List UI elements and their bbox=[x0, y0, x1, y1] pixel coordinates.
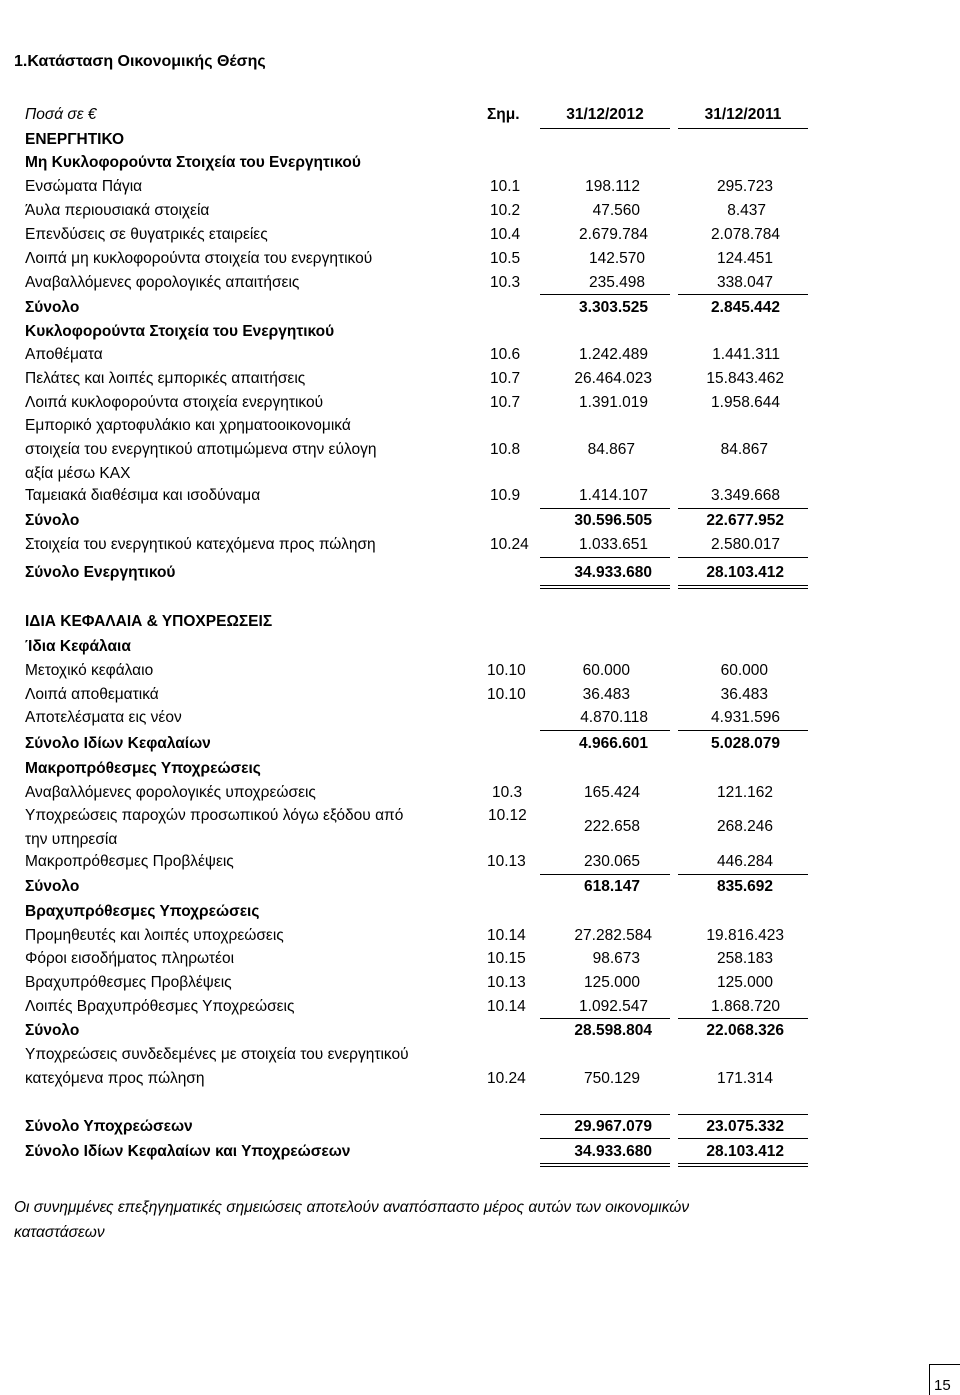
row-note: 10.10 bbox=[487, 662, 526, 679]
row-label: Αποθέματα bbox=[25, 346, 103, 363]
row-value-2011: 1.958.644 bbox=[711, 394, 780, 411]
row-note: 10.7 bbox=[490, 370, 521, 387]
double-underline bbox=[678, 1163, 808, 1164]
row-value-2012: 30.596.505 bbox=[574, 512, 652, 529]
subsection-heading-shortterm: Βραχυπρόθεσμες Υποχρεώσεις bbox=[25, 903, 260, 920]
row-label-line2: την υπηρεσία bbox=[25, 831, 118, 848]
row-value-2011: 22.068.326 bbox=[706, 1022, 784, 1039]
header-underline-2012 bbox=[540, 128, 670, 129]
row-value-2012: 98.673 bbox=[592, 950, 640, 967]
row-label-line1: Υποχρεώσεις συνδεδεμένες με στοιχεία του ενεργητικού bbox=[25, 1046, 409, 1063]
footnote-line1: Οι συνημμένες επεξηγηματικές σημειώσεις αποτελούν αναπόσπαστο μέρος αυτών των οικονομικών bbox=[14, 1199, 690, 1216]
row-value-2011: 2.078.784 bbox=[711, 226, 780, 243]
row-label-line1: Υποχρεώσεις παροχών προσωπικού λόγω εξόδου από bbox=[25, 807, 404, 824]
row-label: Σύνολο Ιδίων Κεφαλαίων bbox=[25, 735, 211, 752]
subtotal-line bbox=[540, 1018, 670, 1019]
row-value-2011: 5.028.079 bbox=[711, 735, 780, 752]
row-label: Επενδύσεις σε θυγατρικές εταιρείες bbox=[25, 226, 268, 243]
row-note: 10.10 bbox=[487, 686, 526, 703]
double-underline bbox=[540, 588, 670, 589]
row-value-2012: 2.679.784 bbox=[579, 226, 648, 243]
total-line bbox=[678, 557, 808, 558]
row-label: Ενσώματα Πάγια bbox=[25, 178, 143, 195]
subtotal-line bbox=[540, 508, 670, 509]
row-value-2012: 750.129 bbox=[583, 1070, 640, 1087]
row-label: Μετοχικό κεφάλαιο bbox=[25, 662, 154, 679]
row-note: 10.14 bbox=[487, 927, 526, 944]
subtotal-line bbox=[540, 874, 670, 875]
row-value-2012: 1.242.489 bbox=[579, 346, 648, 363]
row-label: Σύνολο Ιδίων Κεφαλαίων και Υποχρεώσεων bbox=[25, 1143, 351, 1160]
row-value-2011: 2.580.017 bbox=[711, 536, 780, 553]
row-label: Σύνολο Ενεργητικού bbox=[25, 564, 176, 581]
row-label: Προμηθευτές και λοιπές υποχρεώσεις bbox=[25, 927, 284, 944]
subtotal-line bbox=[678, 730, 808, 731]
subtotal-line bbox=[678, 508, 808, 509]
row-label: Σύνολο Υποχρεώσεων bbox=[25, 1118, 193, 1135]
section-heading-liabilities: ΙΔΙΑ ΚΕΦΑΛΑΙΑ & ΥΠΟΧΡΕΩΣΕΙΣ bbox=[25, 613, 273, 630]
section-heading-assets: ΕΝΕΡΓΗΤΙΚΟ bbox=[25, 131, 125, 148]
page-title: 1.Κατάσταση Οικονομικής Θέσης bbox=[14, 53, 266, 70]
header-underline-2011 bbox=[678, 128, 808, 129]
subtotal-line bbox=[540, 730, 670, 731]
total-line bbox=[678, 1138, 808, 1139]
row-value-2011: 124.451 bbox=[716, 250, 773, 267]
double-underline bbox=[540, 1166, 670, 1167]
double-underline bbox=[678, 588, 808, 589]
row-value-2012: 165.424 bbox=[583, 784, 640, 801]
row-value-2012: 142.570 bbox=[588, 250, 645, 267]
row-value-2011: 15.843.462 bbox=[706, 370, 784, 387]
row-value-2011: 446.284 bbox=[716, 853, 773, 870]
row-value-2012: 618.147 bbox=[583, 878, 640, 895]
row-label-line2: στοιχεία του ενεργητικού αποτιμώμενα στην εύλογη bbox=[25, 441, 377, 458]
row-note: 10.5 bbox=[490, 250, 521, 267]
row-value-2012: 1.414.107 bbox=[579, 487, 648, 504]
row-label: Βραχυπρόθεσμες Προβλέψεις bbox=[25, 974, 232, 991]
row-value-2012: 36.483 bbox=[582, 686, 630, 703]
row-value-2011: 23.075.332 bbox=[706, 1118, 784, 1135]
row-value-2012: 4.870.118 bbox=[580, 709, 648, 726]
row-value-2011: 171.314 bbox=[716, 1070, 773, 1087]
column-header-2012: 31/12/2012 bbox=[566, 106, 644, 123]
row-value-2011: 3.349.668 bbox=[711, 487, 780, 504]
row-label: Αναβαλλόμενες φορολογικές απαιτήσεις bbox=[25, 274, 300, 291]
row-value-2011: 84.867 bbox=[720, 441, 768, 458]
total-line bbox=[540, 1138, 670, 1139]
row-label: Φόροι εισοδήματος πληρωτέοι bbox=[25, 950, 235, 967]
row-value-2011: 8.437 bbox=[727, 202, 766, 219]
row-value-2011: 295.723 bbox=[716, 178, 773, 195]
row-label: Λοιπά αποθεματικά bbox=[25, 686, 159, 703]
row-label-line2: κατεχόμενα προς πώληση bbox=[25, 1070, 205, 1087]
row-value-2012: 1.092.547 bbox=[579, 998, 648, 1015]
row-label: Σύνολο bbox=[25, 299, 80, 316]
row-value-2012: 3.303.525 bbox=[579, 299, 648, 316]
row-value-2011: 36.483 bbox=[720, 686, 768, 703]
row-note: 10.13 bbox=[487, 974, 526, 991]
row-label: Ταμειακά διαθέσιμα και ισοδύναμα bbox=[25, 487, 261, 504]
row-label: Πελάτες και λοιπές εμπορικές απαιτήσεις bbox=[25, 370, 306, 387]
row-value-2012: 235.498 bbox=[588, 274, 645, 291]
row-note: 10.8 bbox=[490, 441, 521, 458]
page-number: 15 bbox=[934, 1377, 951, 1394]
row-note: 10.24 bbox=[487, 1070, 526, 1087]
row-value-2012: 1.391.019 bbox=[579, 394, 648, 411]
row-value-2011: 258.183 bbox=[716, 950, 773, 967]
subtotal-line bbox=[678, 294, 808, 295]
row-note: 10.3 bbox=[492, 784, 523, 801]
row-label: Αποτελέσματα εις νέον bbox=[25, 709, 182, 726]
row-label: Λοιπές Βραχυπρόθεσμες Υποχρεώσεις bbox=[25, 998, 295, 1015]
row-value-2011: 28.103.412 bbox=[706, 1143, 784, 1160]
row-value-2011: 338.047 bbox=[716, 274, 773, 291]
note-column-header: Σημ. bbox=[487, 106, 520, 123]
row-value-2012: 28.598.804 bbox=[574, 1022, 652, 1039]
row-note: 10.12 bbox=[488, 807, 527, 824]
double-underline bbox=[540, 585, 670, 586]
row-value-2012: 4.966.601 bbox=[579, 735, 648, 752]
row-label: Σύνολο bbox=[25, 878, 80, 895]
row-value-2011: 28.103.412 bbox=[706, 564, 784, 581]
row-value-2011: 1.868.720 bbox=[711, 998, 780, 1015]
row-note: 10.13 bbox=[487, 853, 526, 870]
row-label: Σύνολο bbox=[25, 512, 80, 529]
column-header-2011: 31/12/2011 bbox=[704, 106, 782, 123]
double-underline bbox=[540, 1163, 670, 1164]
currency-label: Ποσά σε € bbox=[25, 106, 97, 123]
row-note: 10.24 bbox=[490, 536, 529, 553]
row-note: 10.14 bbox=[487, 998, 526, 1015]
total-line bbox=[678, 1114, 808, 1115]
row-label: Αναβαλλόμενες φορολογικές υποχρεώσεις bbox=[25, 784, 316, 801]
row-value-2012: 34.933.680 bbox=[574, 564, 652, 581]
row-value-2012: 26.464.023 bbox=[574, 370, 652, 387]
row-label: Λοιπά κυκλοφορούντα στοιχεία ενεργητικού bbox=[25, 394, 324, 411]
footnote-line2: καταστάσεων bbox=[14, 1224, 105, 1241]
row-value-2012: 84.867 bbox=[587, 441, 635, 458]
row-label: Λοιπά μη κυκλοφορούντα στοιχεία του ενεργητικού bbox=[25, 250, 373, 267]
subtotal-line bbox=[678, 1018, 808, 1019]
row-value-2011: 2.845.442 bbox=[711, 299, 780, 316]
row-value-2012: 1.033.651 bbox=[579, 536, 648, 553]
row-label-line3: αξία μέσω ΚΑΧ bbox=[25, 465, 131, 482]
row-value-2011: 125.000 bbox=[716, 974, 773, 991]
row-value-2011: 121.162 bbox=[716, 784, 773, 801]
double-underline bbox=[678, 1166, 808, 1167]
subsection-heading-equity: Ίδια Κεφάλαια bbox=[25, 638, 131, 655]
row-value-2011: 1.441.311 bbox=[712, 346, 780, 363]
row-note: 10.1 bbox=[490, 178, 521, 195]
row-label: Σύνολο bbox=[25, 1022, 80, 1039]
row-note: 10.3 bbox=[490, 274, 521, 291]
row-value-2012: 34.933.680 bbox=[574, 1143, 652, 1160]
subsection-heading-longterm: Μακροπρόθεσμες Υποχρεώσεις bbox=[25, 760, 261, 777]
row-value-2011: 60.000 bbox=[720, 662, 768, 679]
row-value-2012: 230.065 bbox=[583, 853, 640, 870]
row-value-2012: 222.658 bbox=[583, 818, 640, 835]
row-value-2012: 47.560 bbox=[592, 202, 640, 219]
row-value-2012: 60.000 bbox=[582, 662, 630, 679]
row-value-2012: 27.282.584 bbox=[574, 927, 652, 944]
row-note: 10.7 bbox=[490, 394, 521, 411]
row-label: Στοιχεία του ενεργητικού κατεχόμενα προς πώληση bbox=[25, 536, 376, 553]
row-note: 10.4 bbox=[490, 226, 521, 243]
row-value-2011: 19.816.423 bbox=[706, 927, 784, 944]
double-underline bbox=[678, 585, 808, 586]
total-line bbox=[540, 1114, 670, 1115]
row-label: Άυλα περιουσιακά στοιχεία bbox=[25, 202, 210, 219]
row-label: Μακροπρόθεσμες Προβλέψεις bbox=[25, 853, 234, 870]
subsection-heading-current: Κυκλοφορούντα Στοιχεία του Ενεργητικού bbox=[25, 323, 335, 340]
row-value-2012: 198.112 bbox=[585, 178, 640, 195]
row-value-2012: 29.967.079 bbox=[574, 1118, 652, 1135]
total-line bbox=[540, 557, 670, 558]
row-value-2011: 22.677.952 bbox=[706, 512, 784, 529]
row-note: 10.15 bbox=[487, 950, 526, 967]
row-value-2012: 125.000 bbox=[583, 974, 640, 991]
row-note: 10.6 bbox=[490, 346, 521, 363]
row-value-2011: 835.692 bbox=[716, 878, 773, 895]
row-value-2011: 4.931.596 bbox=[711, 709, 780, 726]
subtotal-line bbox=[540, 294, 670, 295]
subsection-heading-noncurrent: Μη Κυκλοφορούντα Στοιχεία του Ενεργητικού bbox=[25, 154, 361, 171]
subtotal-line bbox=[678, 874, 808, 875]
row-note: 10.9 bbox=[490, 487, 521, 504]
row-note: 10.2 bbox=[490, 202, 521, 219]
row-value-2011: 268.246 bbox=[716, 818, 773, 835]
row-label-line1: Εμπορικό χαρτοφυλάκιο και χρηματοοικονομικά bbox=[25, 417, 351, 434]
